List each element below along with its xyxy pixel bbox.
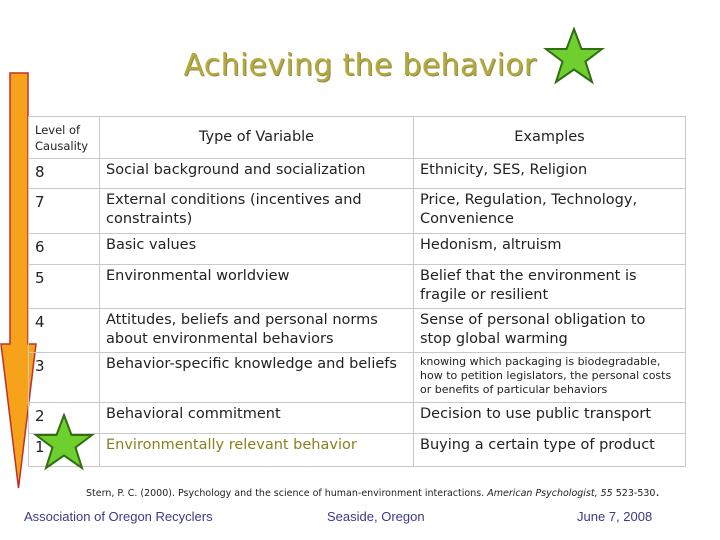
header-type-of-variable: Type of Variable	[100, 117, 414, 159]
example-cell: Belief that the environment is fragile or resilient	[414, 265, 686, 309]
table-row	[29, 309, 686, 353]
table-row	[29, 189, 686, 234]
variable-cell: Behavior-specific knowledge and beliefs	[100, 353, 414, 403]
example-cell: knowing which packaging is biodegradable, how to petition legislators, the personal costs or benefits of particular behaviors	[414, 353, 686, 403]
table-row	[29, 159, 686, 189]
star-icon	[543, 27, 605, 85]
footer-organization: Association of Oregon Recyclers	[24, 509, 213, 524]
example-cell: Hedonism, altruism	[414, 234, 686, 265]
example-cell: Buying a certain type of product	[414, 434, 686, 467]
variable-cell: External conditions (incentives and constraints)	[100, 189, 414, 234]
citation	[86, 485, 660, 500]
table-header-row	[29, 117, 686, 159]
table-row	[29, 434, 686, 467]
example-cell: Ethnicity, SES, Religion	[414, 159, 686, 189]
variable-cell: Social background and socialization	[100, 159, 414, 189]
footer-date: June 7, 2008	[577, 509, 653, 524]
causality-table	[28, 116, 686, 467]
variable-cell: Basic values	[100, 234, 414, 265]
table-row	[29, 353, 686, 403]
footer-location: Seaside, Oregon	[327, 509, 425, 524]
variable-cell: Behavioral commitment	[100, 403, 414, 434]
variable-cell: Environmental worldview	[100, 265, 414, 309]
table-row	[29, 265, 686, 309]
example-cell: Decision to use public transport	[414, 403, 686, 434]
level-cell: 6	[29, 234, 100, 265]
level-cell: 7	[29, 189, 100, 234]
citation-end: .	[655, 485, 660, 500]
header-level-of-causality: Level of Causality	[29, 117, 100, 159]
citation-pages: 523-530	[615, 488, 656, 499]
level-cell: 5	[29, 265, 100, 309]
level-cell: 2	[29, 403, 100, 434]
level-cell: 8	[29, 159, 100, 189]
level-cell: 3	[29, 353, 100, 403]
header-examples: Examples	[414, 117, 686, 159]
table-row	[29, 403, 686, 434]
variable-cell: Attitudes, beliefs and personal norms about environmental behaviors	[100, 309, 414, 353]
level-cell: 4	[29, 309, 100, 353]
variable-cell: Environmentally relevant behavior	[100, 434, 414, 467]
example-cell: Price, Regulation, Technology, Convenience	[414, 189, 686, 234]
slide-title: Achieving the behavior	[183, 48, 537, 83]
citation-text: Stern, P. C. (2000). Psychology and the science of human-environment interactions.	[86, 488, 485, 499]
table-row	[29, 234, 686, 265]
level-cell: 1	[29, 434, 100, 467]
example-cell: Sense of personal obligation to stop global warming	[414, 309, 686, 353]
star-icon	[33, 413, 95, 471]
citation-journal: American Psychologist, 55	[487, 488, 613, 499]
